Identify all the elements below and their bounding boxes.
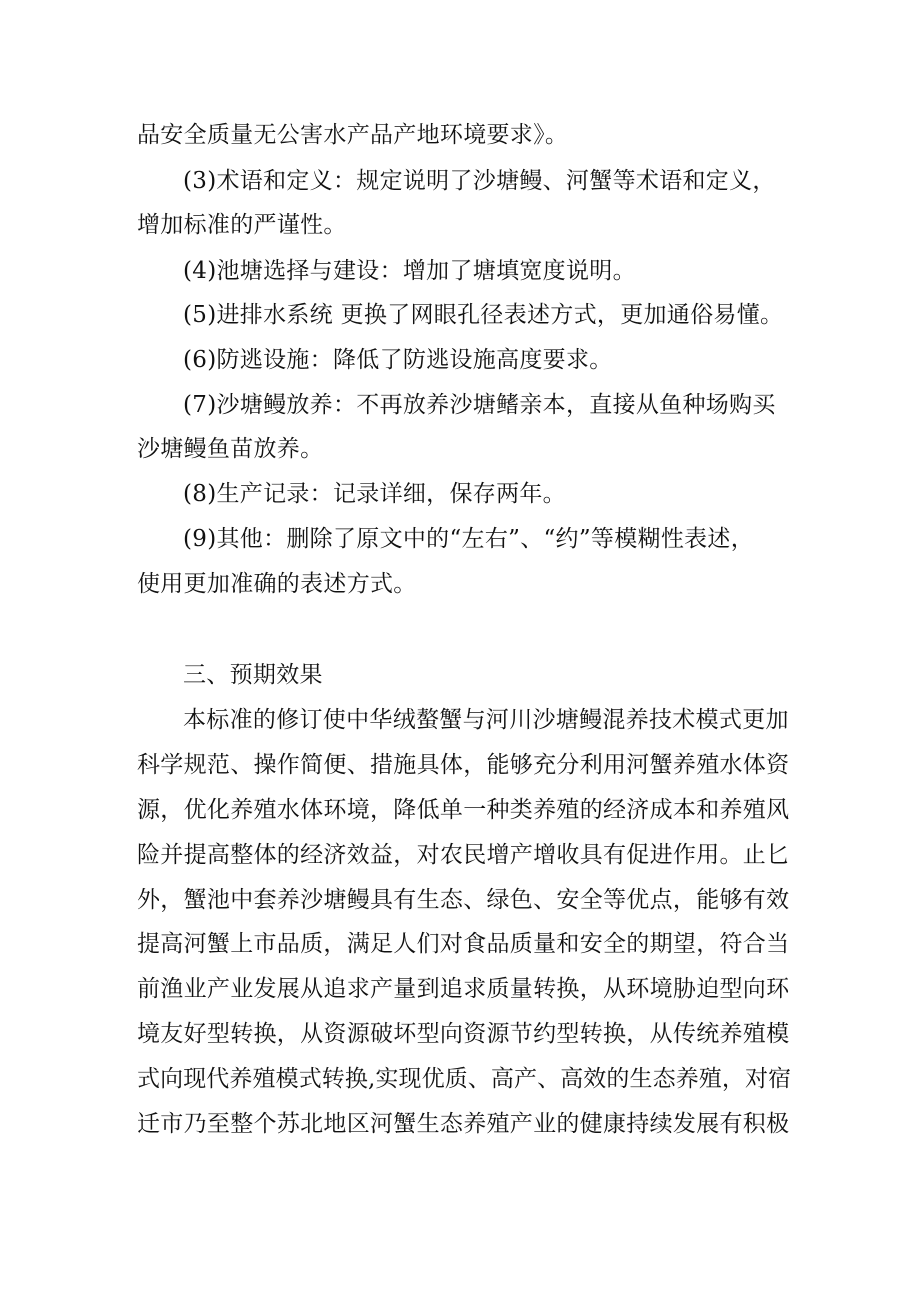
list-item-8: (8)生产记录：记录详细，保存两年。 — [183, 481, 566, 507]
body-line-9: 式向现代养殖模式转换,实现优质、高产、高效的生态养殖，对宿 — [137, 1066, 792, 1092]
section-heading: 三、预期效果 — [183, 662, 323, 688]
list-item-7: (7)沙塘鳗放养：不再放养沙塘鳍亲本，直接从鱼种场购买 — [183, 392, 776, 418]
list-item-5: (5)进排水系统 更换了网眼孔径表述方式，更加通俗易懂。 — [183, 302, 784, 328]
body-line-3: 源，优化养殖水体环境，降低单一种类养殖的经济成本和养殖风 — [137, 797, 790, 823]
body-line-5: 外，蟹池中套养沙塘鳗具有生态、绿色、安全等优点，能够有效 — [137, 887, 790, 913]
list-item-9-continued: 使用更加准确的表述方式。 — [137, 571, 417, 597]
body-line-10: 迁市乃至整个苏北地区河蟹生态养殖产业的健康持续发展有积极 — [137, 1111, 790, 1137]
body-line-7: 前渔业产业发展从追求产量到追求质量转换，从环境胁迫型向环 — [137, 976, 790, 1002]
body-line-8: 境友好型转换，从资源破坏型向资源节约型转换，从传统养殖模 — [137, 1021, 790, 1047]
body-line-4: 险并提高整体的经济效益，对农民增产增收具有促进作用。止匕 — [137, 842, 790, 868]
body-line-1: 本标准的修订使中华绒螯蟹与河川沙塘鳗混养技术模式更加 — [183, 707, 789, 733]
list-item-9: (9)其他：删除了原文中的“左右”、“约”等模糊性表述， — [183, 526, 755, 552]
list-item-4: (4)池塘选择与建设：增加了塘填宽度说明。 — [183, 258, 636, 284]
list-item-7-continued: 沙塘鳗鱼苗放养。 — [137, 436, 324, 462]
list-item-3: (3)术语和定义：规定说明了沙塘鳗、河蟹等术语和定义， — [183, 168, 776, 194]
body-line-2: 科学规范、操作简便、措施具体，能够充分利用河蟹养殖水体资 — [137, 752, 790, 778]
text-line-1: 品安全质量无公害水产品产地环境要求》。 — [137, 122, 569, 148]
list-item-3-continued: 增加标准的严谨性。 — [137, 212, 347, 238]
list-item-6: (6)防逃设施：降低了防逃设施高度要求。 — [183, 347, 613, 373]
body-line-6: 提高河蟹上市品质，满足人们对食品质量和安全的期望，符合当 — [137, 931, 790, 957]
